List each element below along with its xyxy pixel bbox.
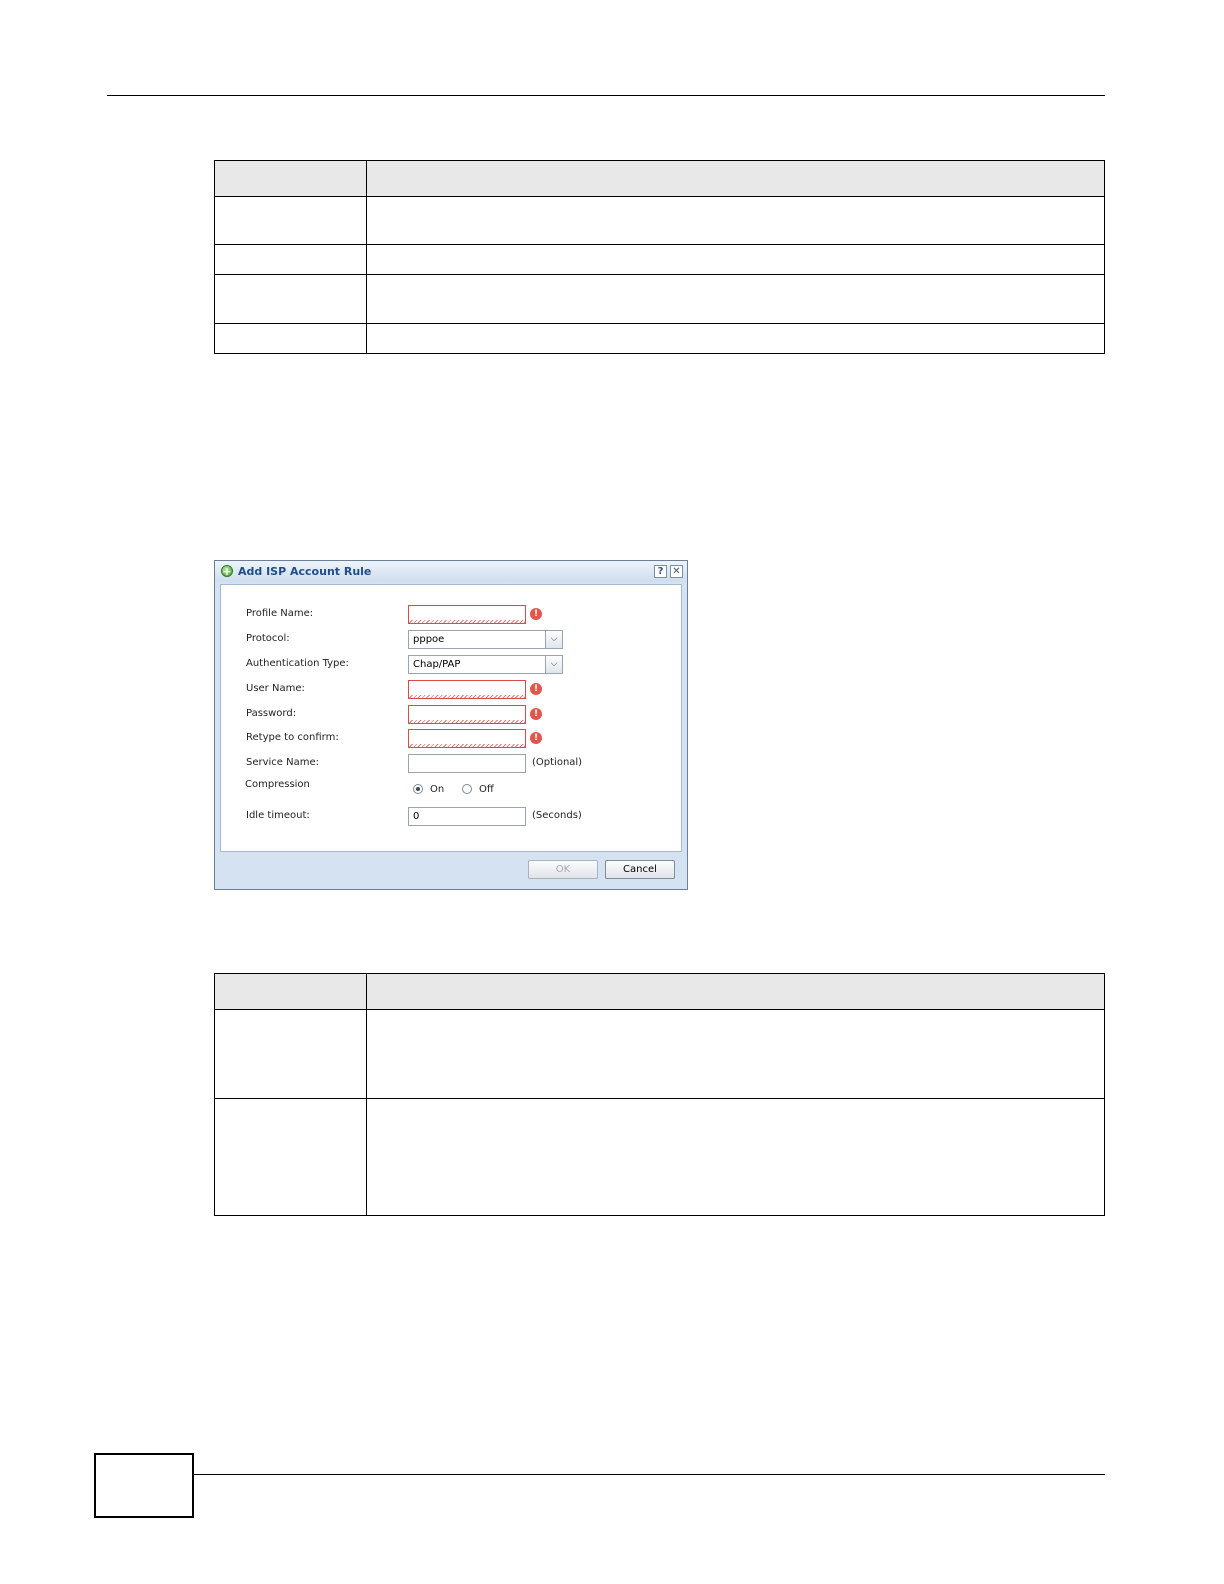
dialog-content — [220, 584, 682, 852]
idle-timeout-label: Idle timeout: — [246, 810, 310, 821]
footer-rule — [192, 1474, 1105, 1475]
table-header-row — [215, 161, 1105, 197]
optional-hint: (Optional) — [532, 757, 583, 768]
help-icon[interactable]: ? — [654, 565, 667, 578]
table-row — [215, 1099, 1105, 1216]
warning-icon: ! — [530, 732, 542, 744]
warning-icon: ! — [530, 608, 542, 620]
page-number-box — [94, 1453, 194, 1518]
user-name-label: User Name: — [246, 683, 305, 694]
add-icon: + — [222, 565, 232, 578]
chevron-down-icon[interactable]: ⌵ — [545, 656, 562, 673]
auth-type-select[interactable] — [408, 655, 563, 674]
dialog-titlebar — [215, 561, 687, 582]
service-name-label: Service Name: — [246, 757, 320, 768]
compression-on-label: On — [430, 784, 445, 795]
retype-password-input[interactable] — [408, 729, 526, 748]
compression-off-radio[interactable] — [462, 784, 472, 794]
chevron-down-icon[interactable]: ⌵ — [545, 631, 562, 648]
dialog-title: Add ISP Account Rule — [238, 565, 372, 578]
table-row — [215, 1010, 1105, 1099]
table-row — [215, 245, 1105, 275]
protocol-label: Protocol: — [246, 633, 290, 644]
ok-button[interactable]: OK — [528, 860, 598, 879]
compression-on-radio[interactable] — [413, 784, 423, 794]
password-input[interactable] — [408, 705, 526, 724]
table-top — [214, 160, 1105, 354]
retype-label: Retype to confirm: — [246, 732, 339, 743]
profile-name-label: Profile Name: — [246, 608, 314, 619]
protocol-value: pppoe — [413, 634, 445, 645]
table-row — [215, 275, 1105, 324]
idle-timeout-input[interactable]: 0 — [408, 807, 526, 826]
close-icon[interactable]: ✕ — [670, 565, 683, 578]
add-isp-account-dialog — [214, 560, 688, 890]
table-row — [215, 324, 1105, 354]
compression-off-label: Off — [479, 784, 494, 795]
protocol-select[interactable] — [408, 630, 563, 649]
auth-type-label: Authentication Type: — [246, 658, 349, 669]
compression-label: Compression — [245, 779, 310, 790]
warning-icon: ! — [530, 708, 542, 720]
user-name-input[interactable] — [408, 680, 526, 699]
header-rule — [107, 95, 1105, 96]
service-name-input[interactable] — [408, 754, 526, 773]
auth-type-value: Chap/PAP — [413, 659, 461, 670]
seconds-hint: (Seconds) — [532, 810, 582, 821]
table-header-row — [215, 974, 1105, 1010]
table-bottom — [214, 973, 1105, 1216]
warning-icon: ! — [530, 683, 542, 695]
password-label: Password: — [246, 708, 297, 719]
table-row — [215, 197, 1105, 245]
cancel-button[interactable]: Cancel — [605, 860, 675, 879]
profile-name-input[interactable] — [408, 605, 526, 624]
